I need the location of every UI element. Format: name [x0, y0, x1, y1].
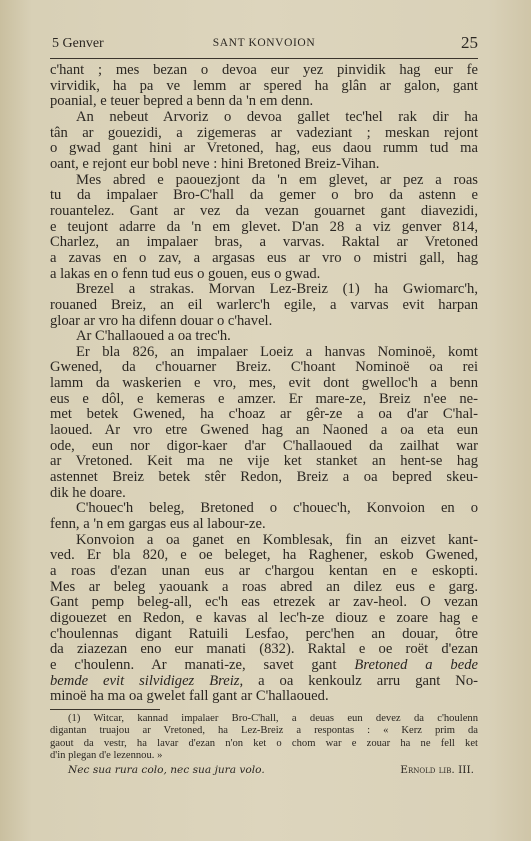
footnote-line: d'in plegan d'e lezennou. »: [50, 750, 163, 762]
text-line: ar Vretoned. Keit ma ne vije ket stanket an hent-se hag: [50, 454, 478, 470]
text-line: gloar ar vro ha difenn douar o c'havel.: [50, 313, 273, 329]
footnote: [50, 713, 478, 763]
text-line: Gant pemp beleg-all, ec'h eas etrezek ar zav-heol. O vezan: [50, 595, 478, 611]
text-line: o gwad gant hini ar Vretoned, hag, eus daou rumm tud ma: [50, 141, 478, 157]
paragraph: [50, 533, 478, 705]
text-line: rouaned Breiz, an eil warlerc'h egile, a varvas evit harpan: [50, 297, 478, 313]
text-line: Konvoion a oa ganet en Komblesak, fin an eizvet kant-: [76, 532, 478, 548]
header-title: SANT KONVOION: [212, 37, 316, 49]
latin-quote: Nec sua rura colo, nec sua jura volo.: [68, 763, 265, 776]
page-number: 25: [461, 33, 478, 52]
text-line: laoued. Ar vro etre Gwened hag an Naoned a oa eta eun: [50, 423, 478, 439]
quote-source: Ernold lib. III.: [400, 763, 474, 776]
text-line: C'houec'h beleg, Bretoned o c'houec'h, Konvoion en o: [76, 501, 478, 517]
text-line: a zavas en o zav, a argasas eus ar vro o mistri gall, hag: [50, 250, 478, 266]
paragraph: [50, 63, 478, 110]
text-line: Brezel a strakas. Morvan Lez-Breiz (1) ha Gwiomarc'h,: [76, 282, 478, 298]
text-line: Gwened, da c'houarner Breiz. C'hoant Nominoë oa rei: [50, 360, 478, 376]
paragraph: [50, 345, 478, 502]
text-line: An nebeut Arvoriz o devoa gallet tec'hel rak dir ha: [76, 109, 478, 125]
text-line: da ziazezan eno eur manati (832). Raktal e oe roët d'ezan: [50, 642, 478, 658]
text-line: e teujont adarre da 'n em glevet. D'an 28 a viz genver 814,: [50, 219, 478, 235]
paragraph: [50, 173, 478, 283]
text-line: tân ar gouezidi, a zigemeras ar vadeziant ; meskan rejont: [50, 125, 478, 141]
text-line: a roas d'ezan unan eus ar c'hargou kentan en e eskopti.: [50, 564, 478, 579]
paragraph: [50, 282, 478, 329]
text-line: Mes abred e paouezjont da 'n em glevet, ar pez a roas: [76, 172, 478, 188]
text-line: lamm da waskerien e vro, mes, evit dont gwelloc'h a benn: [50, 376, 478, 392]
text-line: c'houlennas digant Ratuili Lesfao, perc'hen an douar, ôtre: [50, 626, 478, 642]
text-line: digouezet en Redon, e kavas al lec'h-ze diouz e zoare hag e: [50, 610, 478, 626]
header-rule: [50, 58, 478, 59]
text-line: e c'houlenn. Ar manati-ze, savet gant Bretoned a bede: [50, 657, 478, 673]
text-line: ved. Er bla 820, e oe beleget, ha Raghener, eskob Gwened,: [50, 548, 478, 564]
text-line: c'hant ; mes bezan o devoa eur yez pinvidik hag eur fe: [50, 63, 478, 78]
header-date: 5 Genver: [52, 36, 104, 51]
text-line: tu da impalaer Bro-C'hall da gemer o bro da astenn e: [50, 188, 478, 204]
text-line: Er bla 826, an impalaer Loeiz a hanvas Nominoë, komt: [76, 344, 478, 360]
text-line: fenn, a 'n em gargas eus al labour-ze.: [50, 517, 266, 533]
running-head: [50, 33, 478, 56]
text-line: eus e dôl, e kemeras e amzer. Er mare-ze, Breiz n'ee ne-: [50, 391, 478, 407]
body-text: [50, 63, 478, 705]
text-line: Charlez, an impalaer bras, a varvas. Raktal ar Vretoned: [50, 235, 478, 251]
text-line: astennet Breiz betek stêr Redon, Breiz a oa bepred skeu-: [50, 470, 478, 486]
text-line: poanial, e teuer bepred a benn da 'n em denn.: [50, 94, 314, 110]
text-line: Ar C'hallaoued a oa trec'h.: [76, 329, 231, 345]
text-line: ode, eun nor digor-kaer d'ar C'hallaoued da zailhat war: [50, 438, 478, 454]
text-line: virvidik, ha pa ve lemm ar spered ha glân ar galon, gant: [50, 78, 478, 94]
footnote-line: (1) Witcar, kannad impalaer Bro-C'hall, a deuas eun devez da c'houlenn: [68, 712, 478, 724]
text-line: dik he doare.: [50, 485, 126, 501]
text-line: Mes ar beleg yaouank a roas abred an dilez eus e garg.: [50, 579, 478, 595]
footnote-line: digantan truajou ar Vretoned, ha Lez-Breiz a respontas : « Kerz prim da: [50, 725, 478, 737]
footnote-quote-row: [50, 764, 478, 778]
text-line: a lakas en o fenn tud eus o gouen, eus o gwad.: [50, 266, 321, 282]
paragraph: [50, 501, 478, 532]
paragraph: [50, 110, 478, 173]
text-line: minoë ha ma oa gwelet fall gant ar C'hallaoued.: [50, 689, 329, 705]
text-line: rouantelez. Gant ar vez da vezan gouarnet gant diavezidi,: [50, 203, 478, 219]
text-line: met betek Gwened, ha c'hoaz ar gêr-ze a oa d'ar C'hal-: [50, 407, 478, 423]
paragraph: [50, 329, 478, 345]
text-line: bemde evit silvidigez Breiz, a oa kenkoulz arru gant No-: [50, 673, 478, 689]
page-content: [50, 33, 478, 778]
text-line: oant, e rejont eur bobl neve : hini Bretoned Breiz-Vihan.: [50, 156, 380, 172]
footnote-line: gaout da vestr, ha lavar d'ezan n'on ket o chom war e zouar ha ne fell ket: [50, 737, 478, 749]
footnote-rule: [50, 709, 160, 710]
